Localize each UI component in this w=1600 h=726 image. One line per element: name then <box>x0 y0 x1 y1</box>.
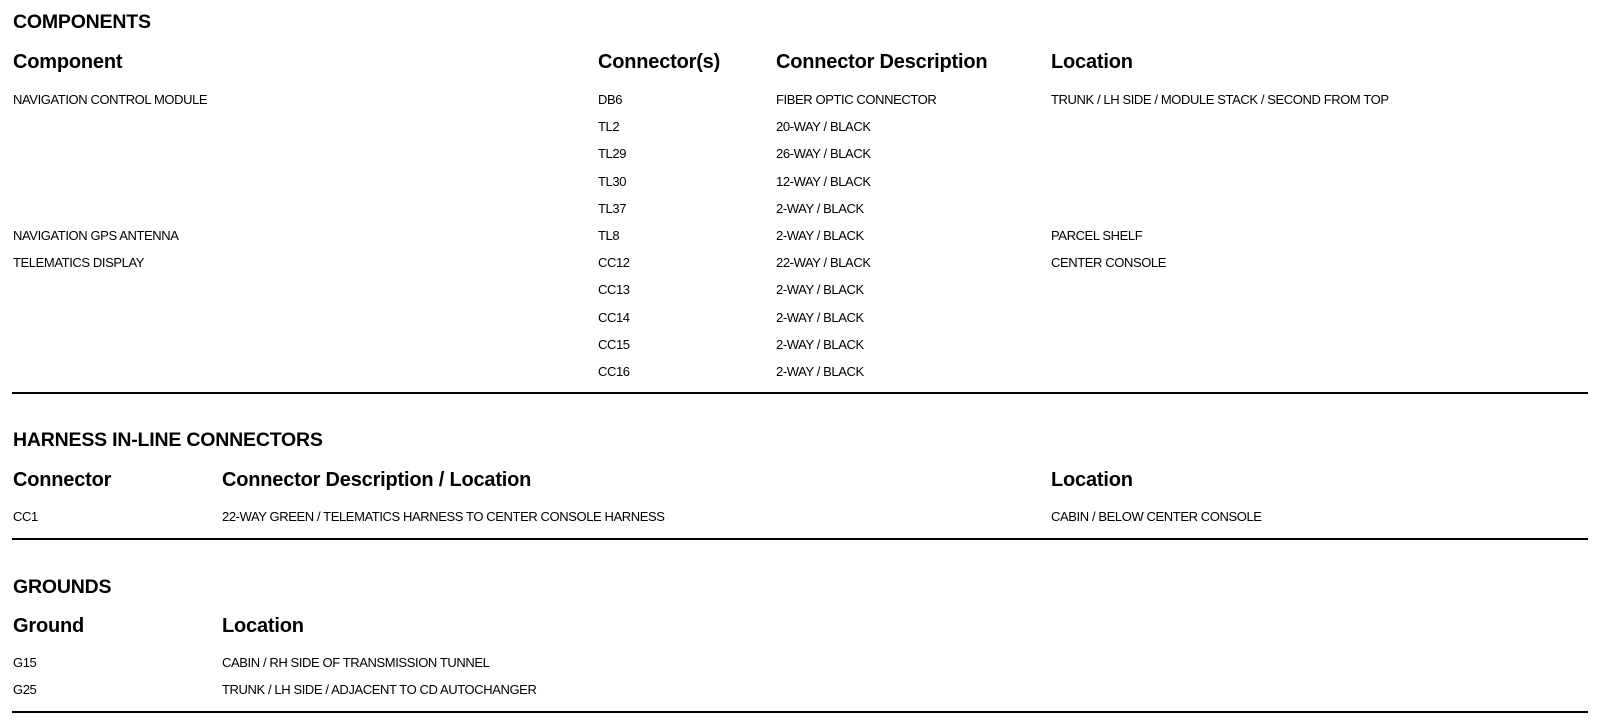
components-row-description: 20-WAY / BLACK <box>776 119 871 134</box>
grounds-divider <box>12 711 1588 713</box>
components-row-connector: TL2 <box>598 119 620 134</box>
harness-divider <box>12 538 1588 540</box>
components-row-description: 22-WAY / BLACK <box>776 255 871 270</box>
components-row-location: PARCEL SHELF <box>1051 228 1143 243</box>
components-row-connector: CC12 <box>598 255 630 270</box>
components-row-connector: TL37 <box>598 201 627 216</box>
components-row-connector: CC16 <box>598 364 630 379</box>
grounds-row-location: CABIN / RH SIDE OF TRANSMISSION TUNNEL <box>222 655 490 670</box>
components-row-connector: CC15 <box>598 337 630 352</box>
grounds-header-location: Location <box>222 615 304 637</box>
harness-row-description: 22-WAY GREEN / TELEMATICS HARNESS TO CENTER CONSOLE HARNESS <box>222 509 665 524</box>
components-row-connector: CC13 <box>598 282 630 297</box>
grounds-title: GROUNDS <box>13 576 112 598</box>
components-row-connector: CC14 <box>598 310 630 325</box>
components-row-connector: DB6 <box>598 92 623 107</box>
components-title: COMPONENTS <box>13 11 151 33</box>
components-row-description: 2-WAY / BLACK <box>776 282 864 297</box>
components-header-connectors: Connector(s) <box>598 51 721 73</box>
components-row-description: 26-WAY / BLACK <box>776 146 871 161</box>
harness-header-connector: Connector <box>13 469 112 491</box>
components-row-description: 2-WAY / BLACK <box>776 310 864 325</box>
components-row-description: 2-WAY / BLACK <box>776 337 864 352</box>
grounds-row-ground: G25 <box>13 682 37 697</box>
components-row-description: 2-WAY / BLACK <box>776 201 864 216</box>
grounds-header-ground: Ground <box>13 615 85 637</box>
harness-row-connector: CC1 <box>13 509 38 524</box>
components-row-component: NAVIGATION CONTROL MODULE <box>13 92 208 107</box>
components-row-connector: TL8 <box>598 228 620 243</box>
components-row-component: NAVIGATION GPS ANTENNA <box>13 228 179 243</box>
components-header-component: Component <box>13 51 123 73</box>
harness-title: HARNESS IN-LINE CONNECTORS <box>13 429 323 451</box>
components-row-description: 2-WAY / BLACK <box>776 364 864 379</box>
components-row-location: CENTER CONSOLE <box>1051 255 1167 270</box>
components-row-connector: TL29 <box>598 146 627 161</box>
components-row-connector: TL30 <box>598 174 627 189</box>
components-row-description: 12-WAY / BLACK <box>776 174 871 189</box>
grounds-row-location: TRUNK / LH SIDE / ADJACENT TO CD AUTOCHANGER <box>222 682 537 697</box>
components-row-description: 2-WAY / BLACK <box>776 228 864 243</box>
harness-row-location: CABIN / BELOW CENTER CONSOLE <box>1051 509 1262 524</box>
components-row-location: TRUNK / LH SIDE / MODULE STACK / SECOND FROM TOP <box>1051 92 1389 107</box>
components-header-location: Location <box>1051 51 1133 73</box>
grounds-row-ground: G15 <box>13 655 37 670</box>
harness-header-location: Location <box>1051 469 1133 491</box>
components-row-description: FIBER OPTIC CONNECTOR <box>776 92 937 107</box>
components-row-component: TELEMATICS DISPLAY <box>13 255 145 270</box>
harness-header-description: Connector Description / Location <box>222 469 532 491</box>
components-header-description: Connector Description <box>776 51 988 73</box>
components-divider <box>12 392 1588 394</box>
